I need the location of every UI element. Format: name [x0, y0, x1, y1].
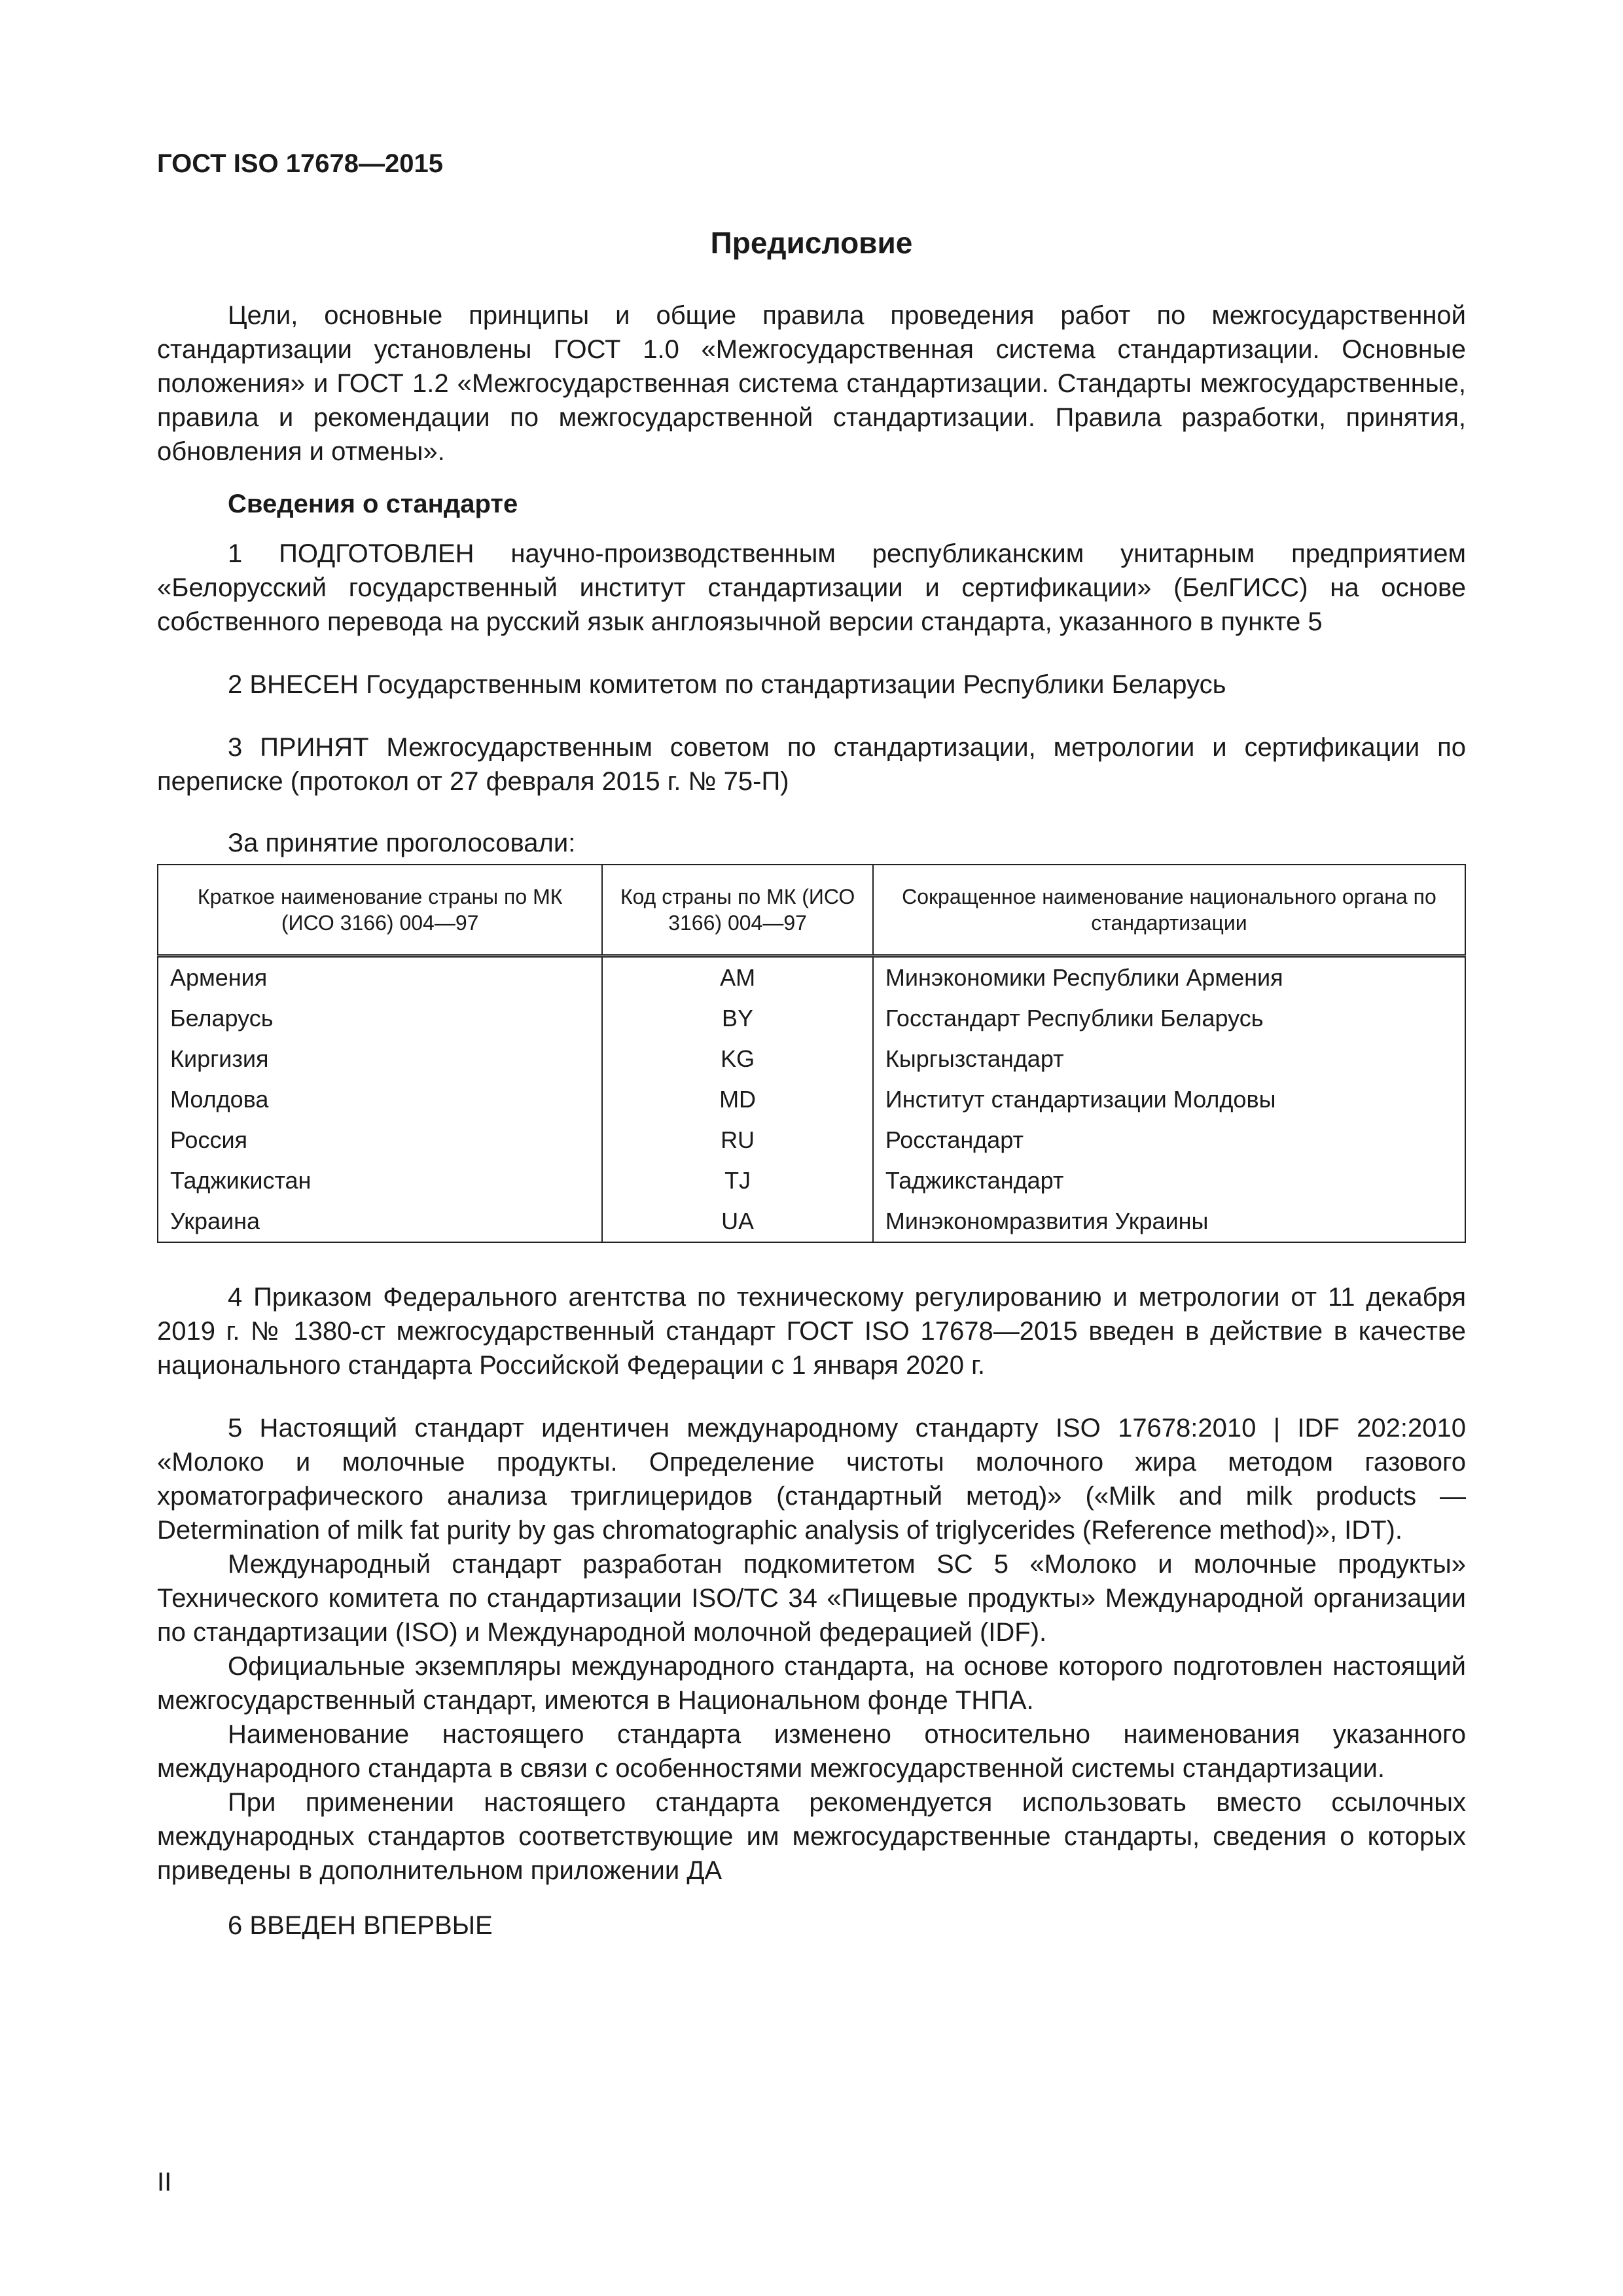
country-code: KG — [602, 1039, 873, 1079]
info-heading-block — [157, 487, 1466, 521]
item-4-block — [157, 1280, 1466, 1382]
table-row — [158, 956, 1465, 999]
standards-body: Росстандарт — [885, 1126, 1024, 1153]
item-5-block — [157, 1411, 1466, 1888]
intro-block — [157, 298, 1466, 469]
table-header: Код страны по МК (ИСО 3166) 004—97 — [602, 865, 873, 956]
item-1-block — [157, 537, 1466, 639]
standards-body: Госстандарт Республики Беларусь — [885, 1005, 1264, 1031]
item-1: 1 ПОДГОТОВЛЕН научно-производственным республиканским унитарным предприятием «Белорусский государственный институт стандартизации и сертификации» (БелГИСС) на основе собственного перевода на русский язык англоязычной версии стандарта, указанного в пункте 5 — [157, 539, 1466, 636]
item-6: 6 ВВЕДЕН ВПЕРВЫЕ — [228, 1911, 493, 1940]
table-header: Сокращенное наименование национального органа по стандартизации — [902, 885, 1436, 935]
item-2: 2 ВНЕСЕН Государственным комитетом по стандартизации Республики Беларусь — [228, 670, 1226, 699]
country-name: Беларусь — [158, 998, 602, 1039]
item-5-paragraph: Наименование настоящего стандарта изменено относительно наименования указанного международного стандарта в связи с особенностями межгосударственной системы стандартизации. — [157, 1720, 1466, 1783]
country-name: Таджикистан — [158, 1160, 602, 1201]
standards-body: Таджикстандарт — [885, 1167, 1064, 1194]
country-name: Армения — [158, 956, 602, 999]
intro-paragraph: Цели, основные принципы и общие правила проведения работ по межгосударственной стандартизации установлены ГОСТ 1.0 «Межгосударственная система стандартизации. Основные положения» и ГОСТ 1.2 «Межгосударственная система стандартизации. Стандарты межгосударственные, правила и рекомендации по межгосударственной стандартизации. Правила разработки, принятия, обновления и отмены». — [157, 301, 1466, 466]
table-header-row — [158, 865, 1465, 956]
item-6-block — [157, 1909, 1466, 1943]
country-code: RU — [602, 1120, 873, 1160]
item-4: 4 Приказом Федерального агентства по техническому регулированию и метрологии от 11 декабря 2019 г. № 1380-ст межгосударственный стандарт ГОСТ ISO 17678—2015 введен в действие в качестве национального стандарта Российской Федерации с 1 января 2020 г. — [157, 1283, 1466, 1380]
table-row — [158, 1160, 1465, 1201]
item-5-paragraph: 5 Настоящий стандарт идентичен международному стандарту ISO 17678:2010 | IDF 202:2010 «Молоко и молочные продукты. Определение чистоты молочного жира методом газового хроматографического анализа триглицеридов (стандартный метод)» («Milk and milk products — Determination of milk fat purity by gas chromatographic analysis of triglycerides (Reference method)», IDT). — [157, 1414, 1466, 1545]
standards-body: Минэкономразвития Украины — [885, 1208, 1209, 1234]
standards-body: Кыргызстандарт — [885, 1045, 1064, 1072]
voted-block — [157, 826, 1466, 860]
item-5-paragraph: При применении настоящего стандарта рекомендуется использовать вместо ссылочных международных стандартов соответствующие им межгосударственные стандарты, сведения о которых приведены в дополнительном приложении ДА — [157, 1788, 1466, 1885]
voted-label: За принятие проголосовали: — [228, 829, 576, 857]
table-row — [158, 1039, 1465, 1079]
country-code: AM — [602, 956, 873, 999]
item-5-paragraph: Международный стандарт разработан подкомитетом SC 5 «Молоко и молочные продукты» Технического комитета по стандартизации ISO/TC 34 «Пищевые продукты» Международной организации по стандартизации (ISO) и Международной молочной федерацией (IDF). — [157, 1550, 1466, 1647]
document-code: ГОСТ ISO 17678—2015 — [157, 149, 443, 178]
table-row — [158, 1201, 1465, 1242]
section-title: Предисловие — [710, 226, 913, 260]
country-name: Украина — [158, 1201, 602, 1242]
country-code: UA — [602, 1201, 873, 1242]
table-row — [158, 1120, 1465, 1160]
standards-body: Институт стандартизации Молдовы — [885, 1086, 1276, 1113]
table-row — [158, 1079, 1465, 1120]
country-code: MD — [602, 1079, 873, 1120]
country-name: Молдова — [158, 1079, 602, 1120]
item-3: 3 ПРИНЯТ Межгосударственным советом по стандартизации, метрологии и сертификации по переписке (протокол от 27 февраля 2015 г. № 75-П) — [157, 733, 1466, 796]
table-row — [158, 998, 1465, 1039]
page-number: II — [157, 2168, 172, 2197]
country-code: BY — [602, 998, 873, 1039]
country-code: TJ — [602, 1160, 873, 1201]
country-name: Россия — [158, 1120, 602, 1160]
country-name: Киргизия — [158, 1039, 602, 1079]
info-heading: Сведения о стандарте — [228, 490, 518, 518]
item-3-block — [157, 730, 1466, 798]
item-2-block — [157, 668, 1466, 702]
item-5-paragraph: Официальные экземпляры международного стандарта, на основе которого подготовлен настоящий межгосударственный стандарт, имеются в Национальном фонде ТНПА. — [157, 1652, 1466, 1715]
table-header: Краткое наименование страны по МК (ИСО 3166) 004—97 — [158, 865, 602, 956]
standards-body: Минэкономики Республики Армения — [885, 964, 1283, 991]
voting-table — [157, 864, 1466, 1243]
